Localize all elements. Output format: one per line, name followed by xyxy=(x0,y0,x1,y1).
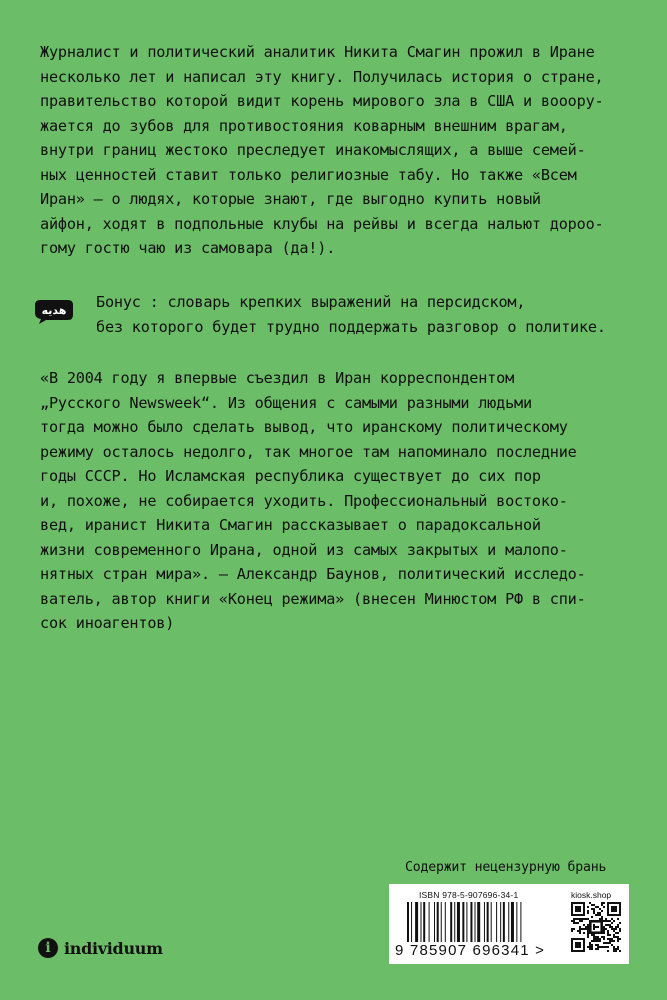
barcode-panel xyxy=(389,884,629,964)
isbn-label: ISBN 978-5-907696-34-1 xyxy=(419,890,519,900)
intro-line: Иран» – о людях, которые знают, где выгодно купить новый xyxy=(40,190,541,208)
intro-line: внутри границ жестоко преследует инакомыслящих, а выше семей- xyxy=(40,141,586,159)
bonus-line: без которого будет трудно поддержать разговор о политике. xyxy=(96,317,606,336)
quote-paragraph xyxy=(40,366,640,636)
quote-line: и, похоже, не собирается уходить. Профессиональный востоко- xyxy=(40,491,568,510)
quote-line: тогда можно было сделать вывод, что иранскому политическому xyxy=(40,418,568,436)
barcode-digits: 9 785907 696341 > xyxy=(395,942,546,959)
intro-line: жается до зубов для противостояния коварным внешним врагам, xyxy=(40,116,568,135)
quote-line: ватель, автор книги «Конец режима» (внесен Минюстом РФ в спи- xyxy=(40,589,586,608)
quote-line: нятных стран мира». – Александр Баунов, политический исследо- xyxy=(40,565,586,583)
store-label: kiosk.shop xyxy=(571,890,612,900)
intro-line: правительство которой видит корень мирового зла в США и вооору- xyxy=(40,92,604,110)
quote-line: вед, иранист Никита Смагин рассказывает о парадоксальной xyxy=(40,516,541,534)
publisher-name: individuum xyxy=(64,938,163,958)
bonus-paragraph xyxy=(96,290,656,339)
intro-line: несколько лет и написал эту книгу. Получилась история о стране, xyxy=(40,67,604,86)
bonus-line: Бонус : словарь крепких выражений на персидском, xyxy=(96,293,526,311)
intro-line: Журналист и политический аналитик Никита Смагин прожил в Иране xyxy=(40,43,595,61)
publisher-logo xyxy=(38,938,163,958)
quote-line: сок иноагентов) xyxy=(40,614,175,632)
quote-line: годы СССР. Но Исламская республика существует до сих пор xyxy=(40,467,541,485)
info-circle-icon: i xyxy=(38,938,58,958)
quote-line: „Русского Newsweek“. Из общения с самыми разными людьми xyxy=(40,393,532,412)
intro-line: айфон, ходят в подпольные клубы на рейвы и всегда нальют дороо- xyxy=(40,214,604,233)
barcode-icon xyxy=(407,902,557,942)
qr-code-icon xyxy=(571,902,621,952)
badge-label: هدیه xyxy=(41,304,67,317)
quote-line: режиму осталось недолго, так многое там напоминало последние xyxy=(40,442,577,461)
intro-line: гому гостю чаю из самовара (да!). xyxy=(40,239,336,257)
quote-line: жизни современного Ирана, одной из самых закрытых и малопо- xyxy=(40,540,568,559)
speech-bubble-icon xyxy=(34,298,74,324)
profanity-warning: Содержит нецензурную брань xyxy=(405,860,607,875)
quote-line: «В 2004 году я впервые съездил в Иран корреспондентом xyxy=(40,369,515,387)
intro-paragraph xyxy=(40,40,640,261)
intro-line: ных ценностей ставит только религиозные табу. Но также «Всем xyxy=(40,165,577,184)
